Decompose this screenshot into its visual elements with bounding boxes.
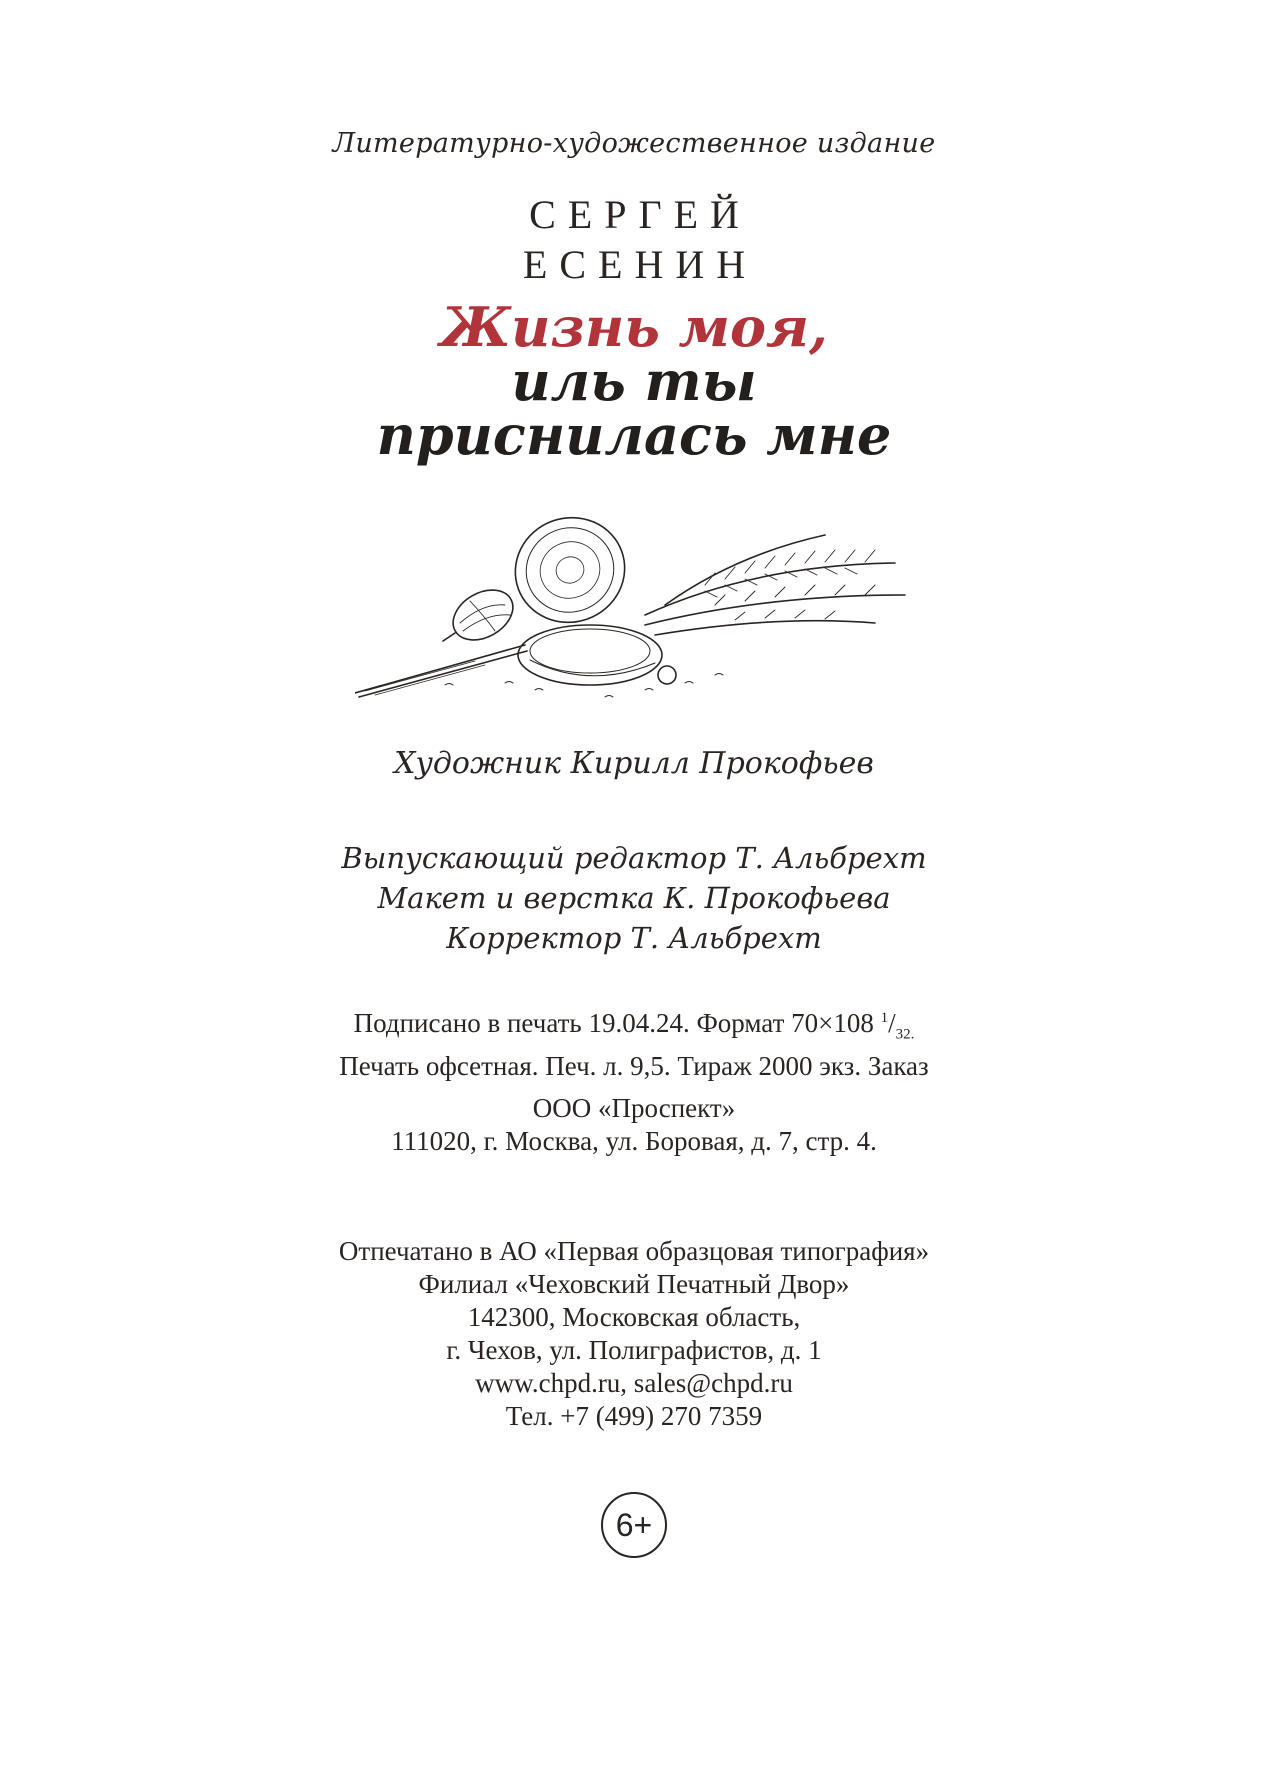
credit-line: Выпускающий редактор Т. Альбрехт <box>341 841 927 875</box>
illustrator-credit: Художник Кирилл Прокофьев <box>394 746 874 781</box>
pocket-watch-illustration <box>355 505 915 705</box>
printer-line: г. Чехов, ул. Полиграфистов, д. 1 <box>446 1335 822 1365</box>
publisher-info <box>0 1092 1268 1158</box>
printer-line: Тел. +7 (499) 270 7359 <box>505 1401 763 1431</box>
publisher-address: 111020, г. Москва, ул. Боровая, д. 7, стр. 4. <box>391 1126 877 1156</box>
edition-type: Литературно-художественное издание <box>332 128 936 159</box>
printer-line: www.chpd.ru, sales@chpd.ru <box>475 1368 793 1398</box>
imprint-line-1-text: Подписано в печать 19.04.24. Формат 70×108 <box>353 1008 881 1038</box>
book-title-line-1: Жизнь моя, <box>440 295 828 359</box>
book-title-line-2: иль ты <box>511 349 757 413</box>
publisher-name: ООО «Проспект» <box>532 1093 736 1123</box>
age-rating-badge: 6+ <box>601 1492 667 1558</box>
format-numerator: 1 <box>880 1010 889 1026</box>
editorial-credits <box>0 838 1268 958</box>
imprint-line-2: Печать офсетная. Печ. л. 9,5. Тираж 2000 экз. Заказ <box>339 1051 929 1082</box>
printer-line: Отпечатано в АО «Первая образцовая типография» <box>338 1236 930 1266</box>
printer-line: 142300, Московская область, <box>467 1302 801 1332</box>
print-imprint <box>0 1002 1268 1082</box>
book-title <box>0 295 1268 467</box>
credit-line: Макет и верстка К. Прокофьева <box>377 881 891 915</box>
author-name <box>0 190 1268 290</box>
credit-line: Корректор Т. Альбрехт <box>446 921 822 955</box>
format-denominator: 32. <box>895 1026 915 1043</box>
author-last-name: ЕСЕНИН <box>522 242 758 287</box>
author-first-name: СЕРГЕЙ <box>529 192 751 237</box>
printer-info <box>0 1235 1268 1433</box>
printer-line: Филиал «Чеховский Печатный Двор» <box>418 1269 850 1299</box>
format-slash: / <box>888 1008 896 1038</box>
imprint-line-1 <box>0 1002 1268 1050</box>
book-title-line-3: приснилась мне <box>376 403 892 467</box>
